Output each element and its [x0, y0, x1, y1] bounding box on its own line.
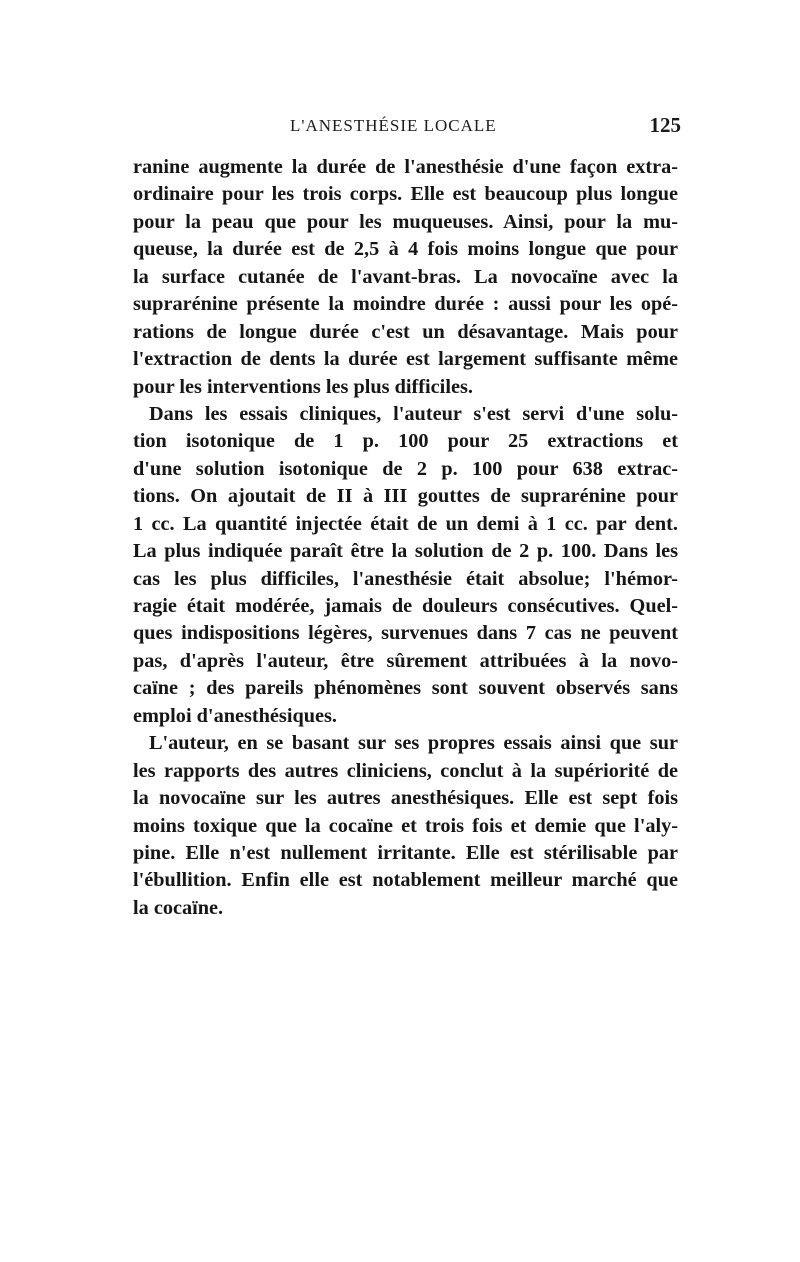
- text-line: la surface cutanée de l'avant-bras. La novocaïne avec la: [133, 265, 678, 288]
- text-line: cas les plus difficiles, l'anesthésie était absolue; l'hémor-: [133, 567, 678, 590]
- text-line: 1 cc. La quantité injectée était de un demi à 1 cc. par dent.: [133, 512, 678, 535]
- page-number: 125: [649, 113, 681, 137]
- text-line: ranine augmente la durée de l'anesthésie d'une façon extra-: [133, 156, 678, 178]
- text-line: les rapports des autres cliniciens, conclut à la supériorité de: [133, 759, 678, 782]
- text-line: pas, d'après l'auteur, être sûrement attribuées à la novo-: [133, 649, 678, 672]
- text-line: caïne ; des pareils phénomènes sont souvent observés sans: [133, 677, 678, 700]
- text-line: ques indispositions légères, survenues dans 7 cas ne peuvent: [133, 622, 678, 645]
- text-line: la novocaïne sur les autres anesthésiques. Elle est sept fois: [133, 787, 678, 810]
- text-line: tion isotonique de 1 p. 100 pour 25 extractions et: [133, 430, 678, 453]
- text-line: emploi d'anesthésiques.: [133, 704, 337, 727]
- text-line: L'auteur, en se basant sur ses propres essais ainsi que sur: [149, 732, 678, 755]
- running-head: [133, 114, 681, 138]
- body-text: [133, 154, 678, 922]
- text-line: moins toxique que la cocaïne et trois fois et demie que l'aly-: [133, 814, 678, 837]
- text-line: la cocaïne.: [133, 896, 224, 919]
- paragraph-1: [133, 154, 678, 401]
- text-line: d'une solution isotonique de 2 p. 100 pour 638 extrac-: [133, 457, 678, 480]
- text-line: suprarénine présente la moindre durée : aussi pour les opé-: [133, 293, 678, 316]
- text-line: l'extraction de dents la durée est largement suffisante même: [133, 348, 678, 371]
- text-line: ragie était modérée, jamais de douleurs consécutives. Quel-: [133, 595, 678, 617]
- text-line: pine. Elle n'est nullement irritante. Elle est stérilisable par: [133, 841, 678, 864]
- text-line: pour les interventions les plus difficiles.: [133, 375, 473, 398]
- text-line: rations de longue durée c'est un désavantage. Mais pour: [133, 320, 678, 343]
- paragraph-2: [133, 401, 678, 730]
- text-line: queuse, la durée est de 2,5 à 4 fois moins longue que pour: [133, 238, 678, 261]
- text-line: La plus indiquée paraît être la solution de 2 p. 100. Dans les: [133, 540, 678, 563]
- text-line: pour la peau que pour les muqueuses. Ainsi, pour la mu-: [133, 210, 678, 233]
- text-line: l'ébullition. Enfin elle est notablement meilleur marché que: [133, 869, 678, 892]
- running-title: L'ANESTHÉSIE LOCALE: [290, 116, 497, 135]
- text-line: tions. On ajoutait de II à III gouttes de suprarénine pour: [133, 485, 678, 508]
- paragraph-3: [133, 730, 678, 922]
- text-line: ordinaire pour les trois corps. Elle est beaucoup plus longue: [133, 183, 678, 206]
- text-line: Dans les essais cliniques, l'auteur s'est servi d'une solu-: [149, 402, 678, 425]
